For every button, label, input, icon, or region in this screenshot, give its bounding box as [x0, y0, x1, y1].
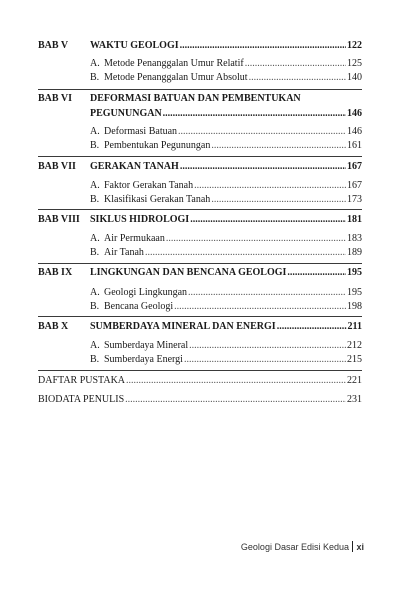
item-title: Metode Penanggalan Umur Absolut — [104, 72, 248, 83]
divider — [38, 263, 362, 264]
page-number: 221 — [347, 375, 362, 386]
toc-chapter[interactable] — [38, 267, 362, 279]
item-title: Deformasi Batuan — [104, 126, 178, 137]
page-number: 146 — [347, 126, 362, 137]
toc-subsection[interactable] — [90, 340, 362, 352]
item-letter: A. — [90, 233, 100, 244]
chapter-title: LINGKUNGAN DAN BENCANA GEOLOGI — [90, 267, 287, 278]
footer-separator — [352, 541, 354, 552]
item-title: Pembentukan Pegunungan — [104, 140, 211, 151]
page-number: 215 — [347, 354, 362, 365]
toc-subsection[interactable] — [90, 354, 362, 366]
page-number: 125 — [347, 58, 362, 69]
divider — [38, 89, 362, 90]
page-number: 189 — [347, 247, 362, 258]
dot-leader — [190, 214, 346, 226]
toc-subsection[interactable] — [90, 58, 362, 70]
page-number: 195 — [347, 287, 362, 298]
item-letter: B. — [90, 72, 100, 83]
toc-chapter[interactable] — [38, 161, 362, 173]
item-title: Air Permukaan — [104, 233, 165, 244]
page-number: 167 — [347, 180, 362, 191]
divider — [38, 370, 362, 371]
item-letter: A. — [90, 287, 100, 298]
chapter-label: BAB VI — [38, 93, 72, 104]
toc-chapter[interactable] — [38, 214, 362, 226]
toc-chapter[interactable] — [38, 40, 362, 52]
page-number: 146 — [347, 108, 362, 119]
page-number: 122 — [347, 40, 362, 51]
item-letter: B. — [90, 301, 100, 312]
item-letter: B. — [90, 247, 100, 258]
item-letter: A. — [90, 126, 100, 137]
chapter-label: BAB VIII — [38, 214, 80, 225]
chapter-title: SUMBERDAYA MINERAL DAN ENERGI — [90, 321, 276, 332]
dot-leader — [245, 58, 346, 70]
page-number: 173 — [347, 194, 362, 205]
item-title: Air Tanah — [104, 247, 144, 258]
chapter-label: BAB X — [38, 321, 69, 332]
page-number: 167 — [347, 161, 362, 172]
page-footer — [241, 541, 364, 552]
item-title: BIODATA PENULIS — [38, 394, 125, 405]
item-letter: B. — [90, 354, 100, 365]
toc-subsection[interactable] — [90, 180, 362, 192]
page-number: 211 — [347, 321, 362, 332]
chapter-label: BAB V — [38, 40, 69, 51]
toc-chapter-continuation[interactable] — [90, 108, 362, 120]
divider — [38, 316, 362, 317]
chapter-title: GERAKAN TANAH — [90, 161, 179, 172]
item-letter: B. — [90, 194, 100, 205]
item-letter: B. — [90, 140, 100, 151]
page-number: 161 — [347, 140, 362, 151]
chapter-title: SIKLUS HIDROLOGI — [90, 214, 190, 225]
item-letter: A. — [90, 58, 100, 69]
dot-leader — [125, 394, 346, 406]
toc-subsection[interactable] — [90, 72, 362, 84]
dot-leader — [126, 375, 346, 387]
page-number: 183 — [347, 233, 362, 244]
toc-backmatter[interactable] — [38, 394, 362, 406]
toc-subsection[interactable] — [90, 301, 362, 313]
dot-leader — [180, 40, 346, 52]
dot-leader — [194, 180, 346, 192]
dot-leader — [145, 247, 346, 259]
dot-leader — [184, 354, 346, 366]
chapter-title: DEFORMASI BATUAN DAN PEMBENTUKAN — [90, 93, 301, 104]
toc-subsection[interactable] — [90, 140, 362, 152]
page-number: 195 — [347, 267, 362, 278]
divider — [38, 209, 362, 210]
footer-book-title: Geologi Dasar Edisi Kedua — [240, 541, 349, 552]
toc-subsection[interactable] — [90, 194, 362, 206]
item-title: Faktor Gerakan Tanah — [104, 180, 194, 191]
dot-leader — [211, 194, 346, 206]
divider — [38, 156, 362, 157]
toc-subsection[interactable] — [90, 233, 362, 245]
toc-chapter[interactable] — [38, 93, 362, 105]
page-number: 212 — [347, 340, 362, 351]
toc-subsection[interactable] — [90, 287, 362, 299]
dot-leader — [277, 321, 347, 333]
item-title: Sumberdaya Energi — [104, 354, 183, 365]
chapter-label: BAB VII — [38, 161, 76, 172]
toc-chapter[interactable] — [38, 321, 362, 333]
toc-subsection[interactable] — [90, 126, 362, 138]
item-title: Klasifikasi Gerakan Tanah — [104, 194, 211, 205]
dot-leader — [166, 233, 346, 245]
dot-leader — [249, 72, 346, 84]
item-title: Bencana Geologi — [104, 301, 174, 312]
dot-leader — [211, 140, 346, 152]
chapter-title-line2: PEGUNUNGAN — [90, 108, 162, 119]
page-number: 181 — [347, 214, 362, 225]
dot-leader — [178, 126, 346, 138]
item-title: Metode Penanggalan Umur Relatif — [104, 58, 244, 69]
item-title: DAFTAR PUSTAKA — [38, 375, 126, 386]
footer-page-number: xi — [356, 541, 364, 552]
dot-leader — [188, 287, 346, 299]
item-title: Sumberdaya Mineral — [104, 340, 189, 351]
page-number: 198 — [347, 301, 362, 312]
item-letter: A. — [90, 180, 100, 191]
dot-leader — [163, 108, 346, 120]
dot-leader — [174, 301, 346, 313]
dot-leader — [287, 267, 346, 279]
chapter-title: WAKTU GEOLOGI — [90, 40, 179, 51]
dot-leader — [189, 340, 346, 352]
dot-leader — [180, 161, 346, 173]
page-number: 140 — [347, 72, 362, 83]
chapter-label: BAB IX — [38, 267, 73, 278]
toc-backmatter[interactable] — [38, 375, 362, 387]
toc-subsection[interactable] — [90, 247, 362, 259]
page-number: 231 — [347, 394, 362, 405]
item-letter: A. — [90, 340, 100, 351]
item-title: Geologi Lingkungan — [104, 287, 188, 298]
